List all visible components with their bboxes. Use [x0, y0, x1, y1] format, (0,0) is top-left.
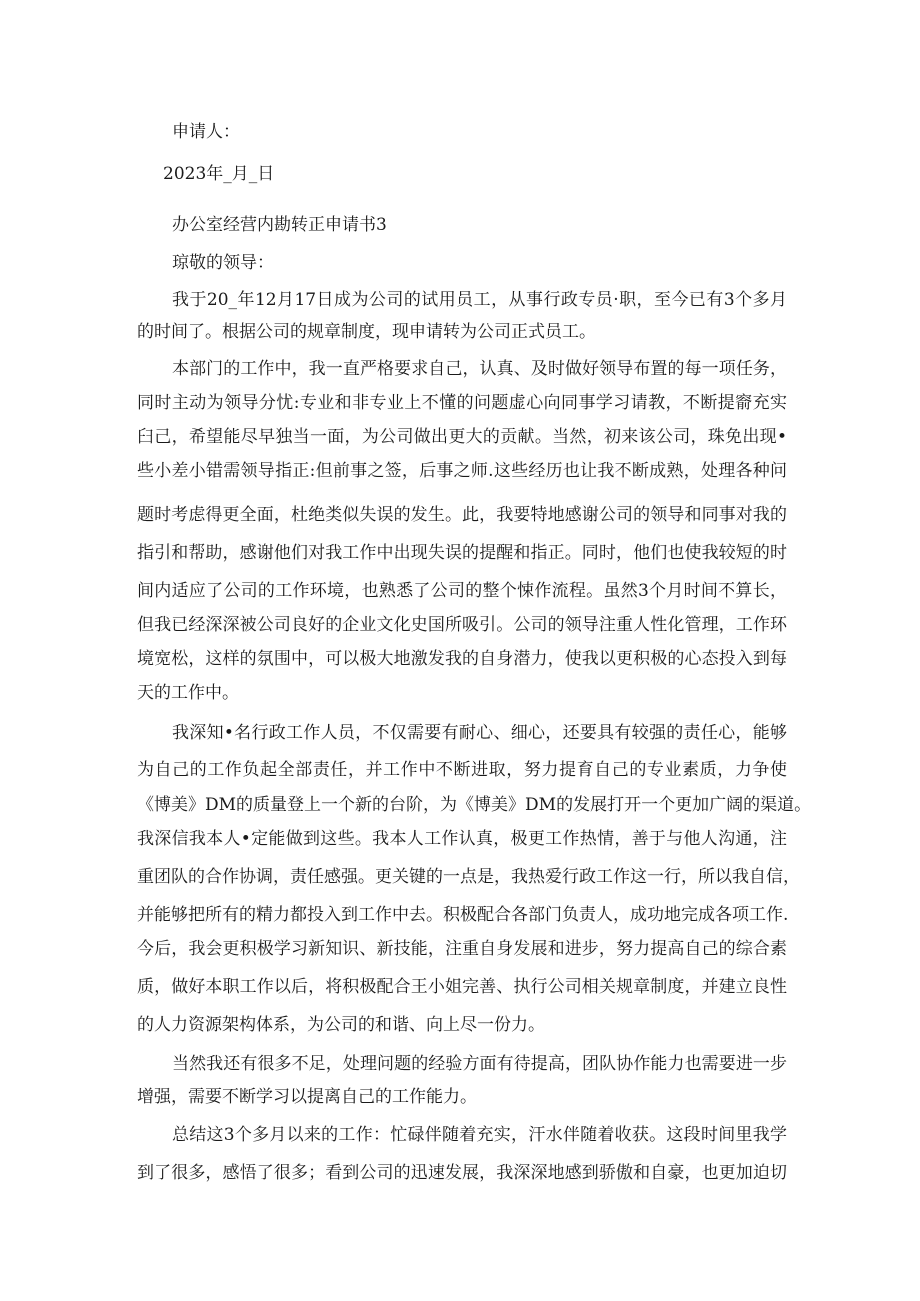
salutation: 琼敬的领导： — [172, 253, 274, 273]
body-line: 我深信我本人•定能做到这些。我本人工作认真，极更工作热情，善于与他人沟通，注 — [137, 829, 787, 849]
body-line: 为自己的工作负起全部责任，并工作中不断进取，努力提育自己的专业素质，力争使 — [137, 760, 787, 780]
body-line: 增强，需要不断学习以提离自己的工作能力。 — [137, 1087, 477, 1107]
body-line: 《博美》DM的质量登上一个新的台阶，为《博美》DM的发展打开一个更加广阔的渠道。 — [137, 795, 812, 815]
body-line: 同时主动为领导分忧:专业和非专业上不懂的问题虚心向同事学习请教，不断提窬充实 — [137, 393, 787, 413]
body-line: 我深知•名行政工作人员，不仅需要有耐心、细心，还要具有较强的责任心，能够 — [172, 723, 787, 743]
body-line: 今后，我会更积极学习新知识、新技能，注重自身发展和进步，努力提高自己的综合素 — [137, 939, 787, 959]
body-line: 天的工作中。 — [137, 683, 239, 703]
body-line: 指引和帮助，感谢他们对我工作中出现失误的提醒和指正。同时，他们也使我较短的时 — [137, 543, 787, 563]
body-line: 题时考虑得更全面，杜绝类似失误的发生。此，我要特地感谢公司的领导和同事对我的 — [137, 505, 787, 525]
body-line: 重团队的合作协调，责任感强。更关键的一点是，我热爱行政工作这一行，所以我自信， — [137, 867, 800, 887]
body-line: 总结这3个多月以来的工作：忙碌伴随着充实，汗水伴随着收获。这段时间里我学 — [172, 1125, 787, 1145]
body-line: 间内适应了公司的工作环境，也熟悉了公司的整个悚作流程。虽然3个月时间不算长， — [137, 581, 787, 601]
body-line: 的时间了。根据公司的规章制度，现申请转为公司正式员工。 — [137, 322, 596, 342]
date-label: 2023年_月_日 — [163, 164, 275, 184]
body-line: 臼己，希望能尽早独当一面，为公司做出更大的贡献。当然，初来该公司，珠免出现• — [137, 427, 787, 447]
document-title: 办公室经营内勘转正申请书3 — [172, 215, 387, 235]
body-line: 本部门的工作中，我一直严格要求自己，认真、及时做好领导布置的每一项任务， — [172, 359, 787, 379]
body-line: 但我已经深深被公司良好的企业文化史国所吸引。公司的领导注重人性化管理，工作环 — [137, 615, 787, 635]
body-line: 到了很多，感悟了很多；看到公司的迅速发展，我深深地感到骄傲和自豪，也更加迫切 — [137, 1163, 787, 1183]
body-line: 质，做好本职工作以后，将积极配合王小姐完善、执行公司相关规章制度，并建立良性 — [137, 977, 787, 997]
body-line: 境宽松，这样的氛围中，可以极大地激发我的自身潜力，使我以更积极的心态投入到每 — [137, 649, 787, 669]
body-line: 的人力资源架构体系，为公司的和谐、向上尽一份力。 — [137, 1015, 545, 1035]
body-line: 当然我还有很多不足，处理问题的经验方面有待提高，团队协作能力也需要进一步 — [172, 1054, 787, 1074]
applicant-label: 申请人： — [172, 122, 240, 142]
body-line: 我于20_年12月17日成为公司的试用员工，从事行政专员·职，至今已有3个多月 — [172, 290, 787, 310]
body-line: 并能够把所有的精力都投入到工作中去。积极配合各部门负责人，成功地完成各项工作. — [137, 905, 789, 925]
body-line: 些小差小错需领导指正:但前事之签，后事之师.这些经历也让我不断成熟，处理各种问 — [137, 461, 787, 481]
